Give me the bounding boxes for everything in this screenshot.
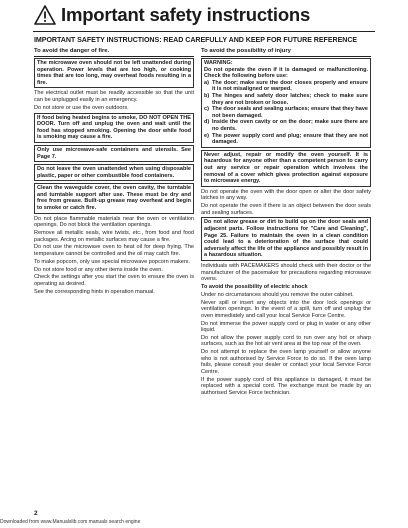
pacemaker-text: Individuals with PACEMAKERS should check with their doctor or the manufacturer of the pacemaker for precautions regarding microwave ovens. [201, 263, 371, 283]
check-list [204, 80, 368, 146]
title-divider [33, 31, 375, 32]
disposable-containers-box [34, 164, 194, 181]
fire-heading: To avoid the danger of fire. [34, 48, 194, 57]
outer-cabinet-text: Under no circumstances should you remove the outer cabinet. [201, 291, 354, 298]
cord-surface-text: Do not allow the power supply cord to run over any hot or sharp surfaces, such as the hot air vent area at the top rear of the oven. [201, 334, 371, 348]
check-item: e) The power supply cord and plug; ensure that they are not damaged. [204, 132, 368, 146]
electric-shock-heading: To avoid the possibility of electric shock [201, 283, 308, 290]
never-adjust-text: Never adjust, repair or modify the oven yourself. It is hazardous for anyone other than a competent person to carry out any service or repair operation which involves the removal of a cover which gives protection against exposure to microwave energy. [204, 151, 368, 185]
clean-waveguide-box [34, 183, 194, 213]
check-settings-text: Check the settings after you start the oven to ensure the oven is operating as desired. [34, 274, 194, 287]
lamp-text: Do not attempt to replace the oven lamp yourself or allow anyone who is not authorised by Service Force to do so. If the oven lamp fails, please consult your dealer or contact your local Service Force Centre. [201, 349, 371, 376]
spill-text: Never spill or insert any objects into the door lock openings or ventilation openings. In the event of a spill, turn off and unplug the oven immediately and call your local Service Force Centre. [201, 299, 371, 319]
disposable-containers-text: Do not leave the oven unattended when using disposable plastic, paper or other combustible food containers. [37, 166, 191, 179]
warning-intro: Do not operate the oven if it is damaged or malfunctioning. Check the following before use: [204, 66, 368, 80]
clean-waveguide-text: Clean the waveguide cover, the oven cavity, the turntable and turntable support after use. These must be dry and free from grease. Built-up grease may overheat and begin to smoke or catch fire. [37, 185, 191, 212]
unattended-warning-box [34, 58, 194, 88]
hints-text: See the corresponding hints in operation manual. [34, 288, 155, 295]
cord-replace-text: If the power supply cord of this appliance is damaged, it must be replaced with a special cord. The exchange must be made by an authorised Service Force technician. [201, 376, 371, 396]
grease-warning-text: Do not allow grease or dirt to build up on the door seals and adjacent parts. Follow instructions for "Care and Cleaning", Page 25. Failure to maintain the oven in a clean condition could lead to a deterioration of the surface that could adversely affect the life of the appliance and possibly result in a hazardous situation. [204, 219, 368, 259]
title-row [34, 2, 310, 28]
check-item: d) Inside the oven cavity or on the door; make sure there are no dents. [204, 119, 368, 132]
check-item: a) The door; make sure the door closes properly and ensure it is not misaligned or warped. [204, 79, 368, 93]
download-footer: Downloaded from www.Manualslib.com manuals search engine [0, 519, 141, 525]
store-food-text: Do not store food or any other items inside the oven. [34, 266, 163, 273]
smoke-warning-box [34, 113, 194, 143]
warning-triangle-icon [34, 5, 56, 25]
door-open-text: Do not operate the oven with the door open or alter the door safety latches in any way. [201, 188, 371, 202]
smoke-warning-text: If food being heated begins to smoke, DO NOT OPEN THE DOOR. Turn off and unplug the oven and wait until the food has stopped smoking. Opening the door while food is smoking may cause a fire. [37, 114, 191, 141]
never-adjust-box [201, 150, 371, 187]
deep-frying-text: Do not use the microwave oven to heat oil for deep frying. The temperature cannot be controlled and the oil may catch fire. [34, 244, 194, 257]
outdoors-text: Do not store or use the oven outdoors. [34, 104, 129, 111]
immerse-text: Do not immerse the power supply cord or plug in water or any other liquid. [201, 320, 371, 334]
warning-box [201, 58, 371, 148]
warning-label: WARNING: [204, 60, 233, 66]
metallic-text: Remove all metallic seals, wire twists, etc., from food and food packages. Arcing on metallic surfaces may cause a fire. [34, 230, 194, 243]
page-title: Important safety instructions [61, 4, 311, 25]
containers-box [34, 145, 194, 162]
check-item: c) The door seals and sealing surfaces; ensure that they have not been damaged. [204, 106, 368, 119]
right-column [201, 48, 371, 398]
injury-heading: To avoid the possibility of injury [201, 48, 371, 57]
check-item: b) The hinges and safety door latches; check to make sure they are not broken or loose. [204, 92, 368, 106]
popcorn-text: To make popcorn, only use special microwave popcorn makers. [34, 258, 191, 265]
object-door-text: Do not operate the oven if there is an object between the door seals and sealing surfaces. [201, 203, 371, 216]
page-subtitle: IMPORTANT SAFETY INSTRUCTIONS: READ CAREFULLY AND KEEP FOR FUTURE REFERENCE [34, 36, 358, 44]
outlet-text: The electrical outlet must be readily accessible so that the unit can be unplugged easily in an emergency. [34, 90, 194, 103]
grease-warning-box [201, 217, 371, 261]
containers-text: Only use microwave-safe containers and utensils. See Page 7. [37, 146, 191, 160]
page-number: 2 [34, 510, 38, 517]
unattended-warning-text: The microwave oven should not be left unattended during operation. Power levels that are too high, or cooking times that are too long, may overheat foods resulting in a fire. [37, 60, 191, 86]
left-column [34, 48, 194, 297]
flammable-text: Do not place flammable materials near the oven or ventilation openings. Do not block the ventilation openings. [34, 215, 194, 229]
